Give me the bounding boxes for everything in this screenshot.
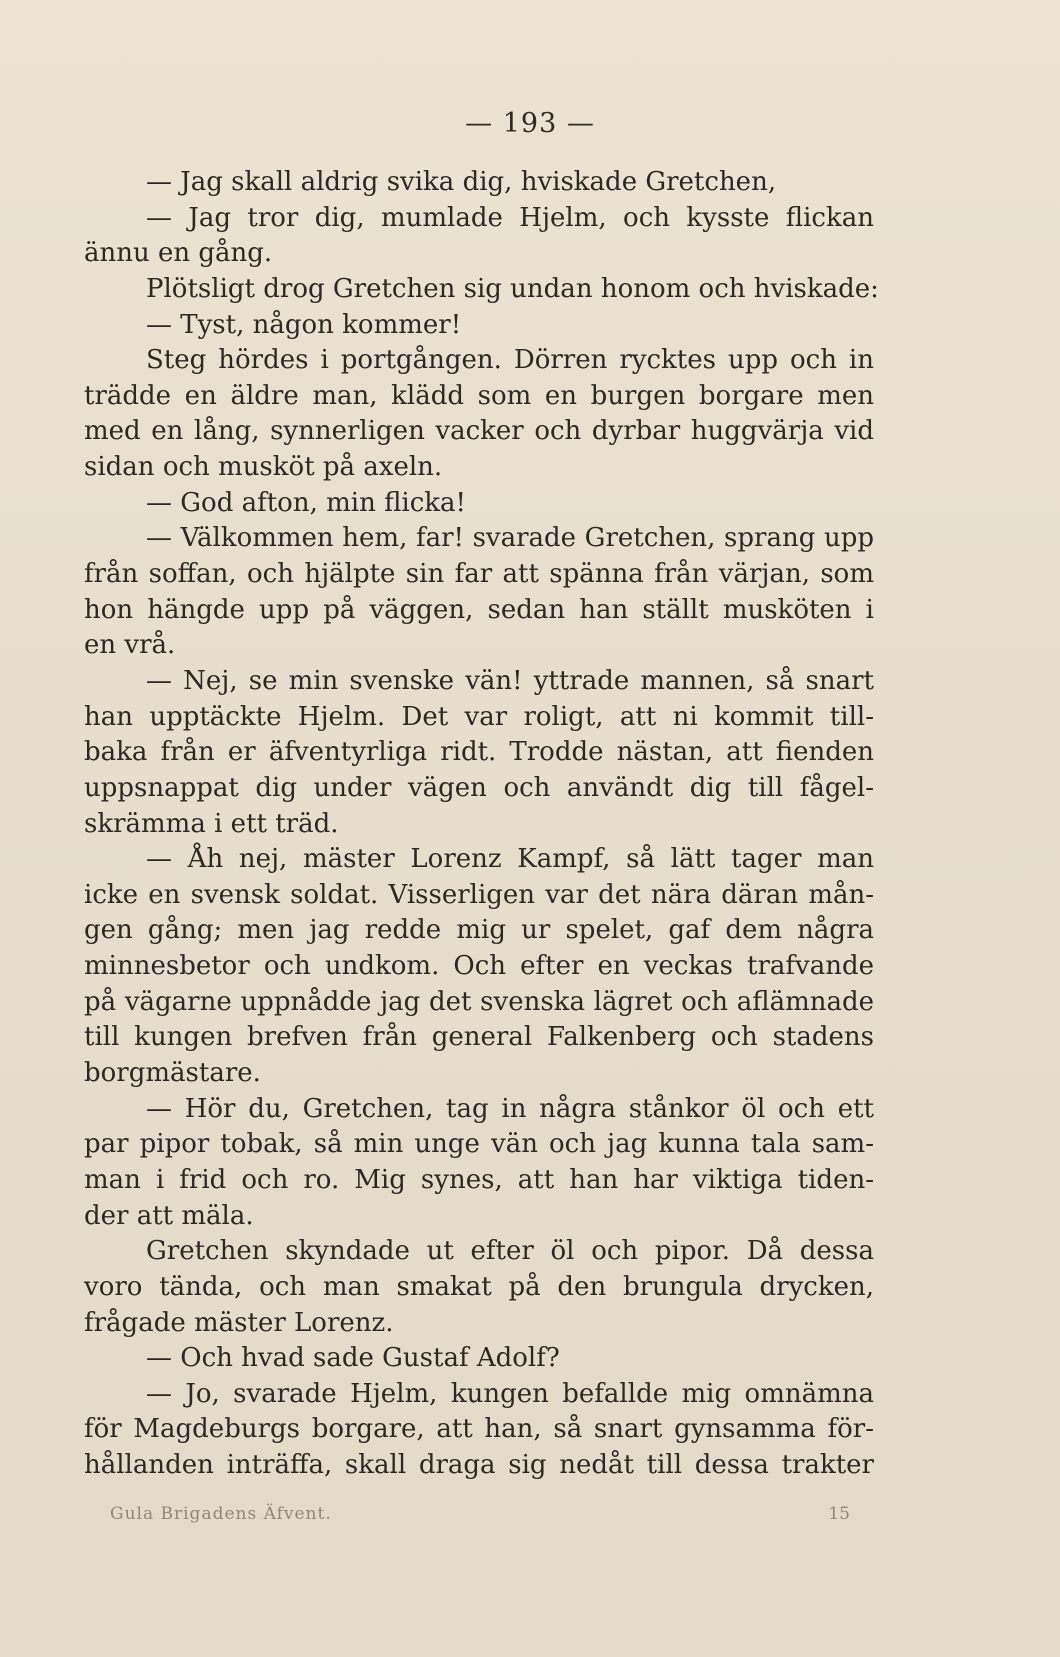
text-line: ännu en gång.: [84, 238, 273, 269]
text-line: gen gång; men jag redde mig ur spelet, gaf dem några: [84, 915, 874, 946]
text-line: — God afton, min flicka!: [146, 487, 466, 518]
text-line: Steg hördes i portgången. Dörren rycktes upp och in: [146, 345, 874, 376]
body-text: [84, 165, 879, 1484]
page-footer: [110, 1498, 850, 1528]
page-number: — 193 —: [465, 108, 595, 139]
text-line: voro tända, och man smakat på den brungula drycken,: [84, 1271, 874, 1302]
text-line: — Jag skall aldrig svika dig, hviskade Gretchen,: [146, 167, 777, 197]
text-line: — Nej, se min svenske vän! yttrade mannen, så snart: [146, 665, 874, 696]
text-line: från soffan, och hjälpte sin far att spänna från värjan, som: [84, 559, 874, 590]
footer-signature: Gula Brigadens Äfvent.: [110, 1504, 332, 1524]
text-line: — Hör du, Gretchen, tag in några stånkor öl och ett: [146, 1093, 874, 1124]
text-line: hållanden inträffa, skall draga sig nedåt till dessa trakter: [84, 1450, 874, 1481]
text-line: minnesbetor och undkom. Och efter en veckas trafvande: [84, 951, 874, 982]
text-line: med en lång, synnerligen vacker och dyrbar huggvärja vid: [84, 416, 874, 447]
text-line: Plötsligt drog Gretchen sig undan honom och hviskade:: [146, 273, 879, 304]
text-line: en vrå.: [84, 630, 176, 661]
text-line: borgmästare.: [84, 1058, 261, 1089]
text-line: — Jag tror dig, mumlade Hjelm, och kysste flickan: [146, 202, 874, 233]
text-line: icke en svensk soldat. Visserligen var det nära däran mån-: [84, 879, 874, 910]
text-line: han upptäckte Hjelm. Det var roligt, att ni kommit till-: [84, 701, 874, 732]
text-line: hon hängde upp på väggen, sedan han ställt musköten i: [84, 594, 874, 625]
text-line: — Åh nej, mäster Lorenz Kampf, så lätt tager man: [146, 844, 874, 875]
text-line: — Jo, svarade Hjelm, kungen befallde mig omnämna: [146, 1378, 874, 1409]
text-line: par pipor tobak, så min unge vän och jag kunna tala sam-: [84, 1129, 874, 1160]
footer-sheet-number: 15: [828, 1504, 850, 1524]
text-line: Gretchen skyndade ut efter öl och pipor. Då dessa: [146, 1236, 874, 1267]
text-line: — Tyst, någon kommer!: [146, 309, 462, 340]
text-line: — Välkommen hem, far! svarade Gretchen, sprang upp: [146, 523, 874, 554]
text-line: frågade mäster Lorenz.: [84, 1307, 394, 1338]
text-line: trädde en äldre man, klädd som en burgen borgare men: [84, 380, 874, 411]
text-line: baka från er äfventyrliga ridt. Trodde nästan, att fienden: [84, 737, 874, 768]
text-line: — Och hvad sade Gustaf Adolf?: [146, 1343, 560, 1374]
text-line: till kungen brefven från general Falkenberg och stadens: [84, 1022, 874, 1053]
text-line: uppsnappat dig under vägen och användt dig till fågel-: [84, 772, 874, 803]
text-line: man i frid och ro. Mig synes, att han har viktiga tiden-: [84, 1164, 874, 1195]
text-line: sidan och musköt på axeln.: [84, 452, 443, 483]
text-line: för Magdeburgs borgare, att han, så snart gynsamma för-: [84, 1414, 874, 1445]
text-line: på vägarne uppnådde jag det svenska lägret och aflämnade: [84, 986, 874, 1017]
text-line: der att mäla.: [84, 1200, 254, 1231]
text-line: skrämma i ett träd.: [84, 808, 339, 839]
